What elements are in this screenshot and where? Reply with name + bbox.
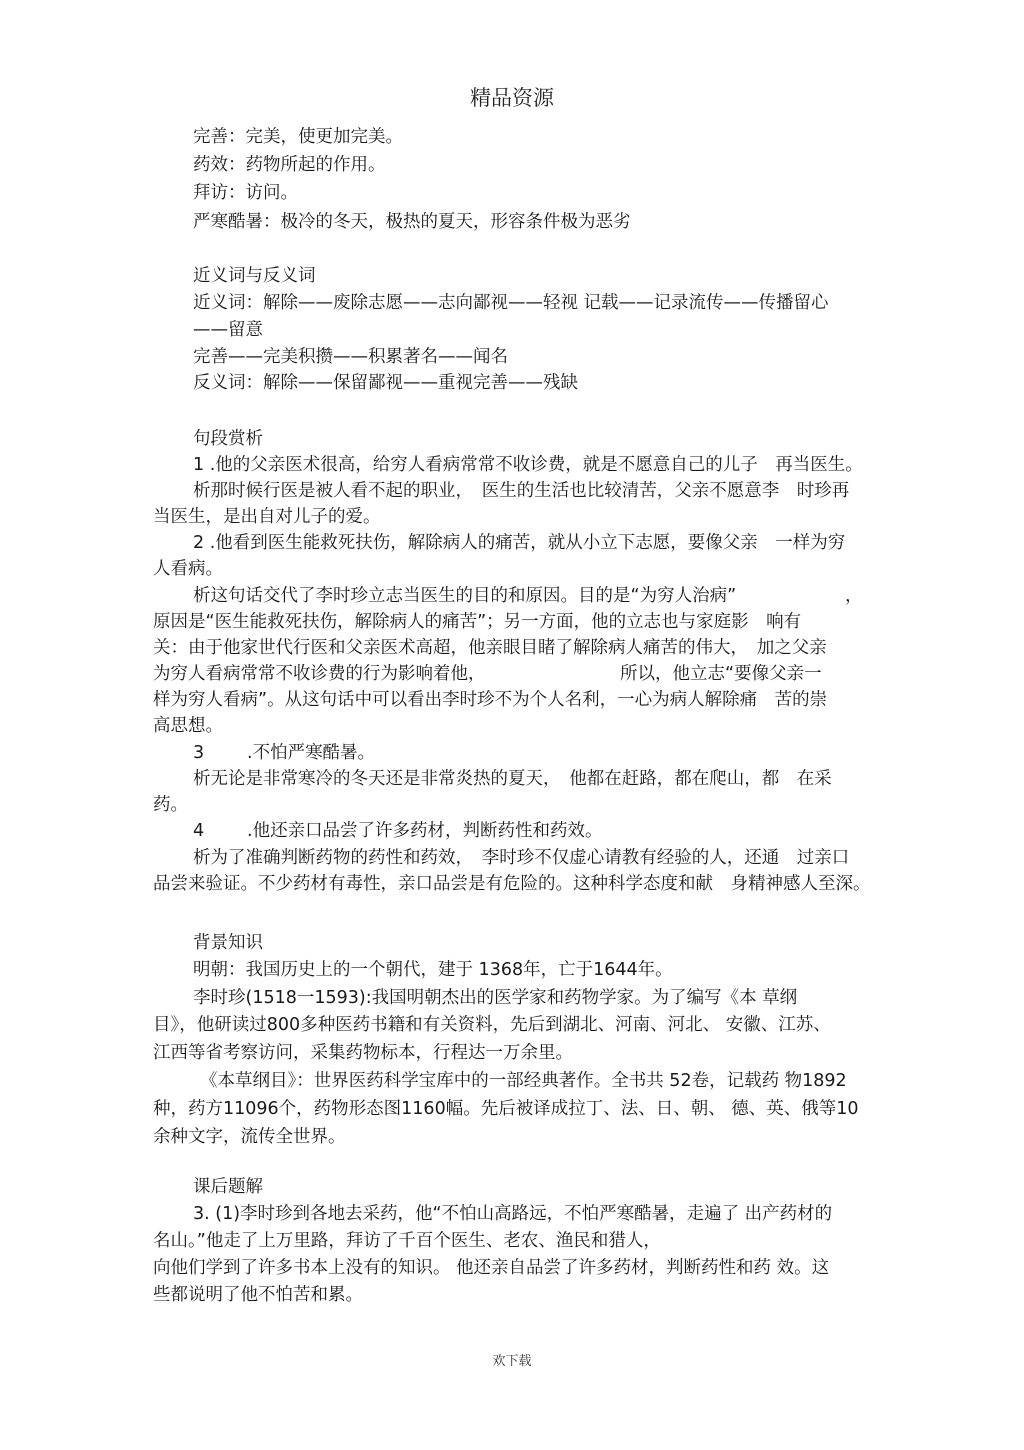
analysis-4-line-2: 品尝来验证。不少药材有毒性，亲口品尝是有危险的。这种科学态度和献 身精神感人至深。 [153, 874, 871, 894]
analysis-3-line-1: 析无论是非常寒冷的冬天还是非常炎热的夏天， 他都在赶路，都在爬山，都 在采 [193, 769, 832, 789]
background-lishizhen-line-2: 目》，他研读过800多种医药书籍和有关资料，先后到湖北、河南、河北、 安徽、江苏、 [153, 1015, 831, 1035]
analysis-2-line-5: 样为穷人看病”。从这句话中可以看出李时珍不为个人名利，一心为病人解除痛 苦的崇 [153, 690, 828, 710]
sentence-2-line-2: 人看病。 [153, 559, 223, 579]
vocab-yaoxiao: 药效：药物所起的作用。 [193, 155, 386, 175]
exercise-line-2: 名山。”他走了上万里路，拜访了千百个医生、老农、渔民和猎人， [153, 1231, 661, 1251]
section-heading-analysis: 句段赏析 [193, 429, 263, 449]
synonyms-line-3: 完善——完美积攒——积累著名——闻名 [193, 347, 508, 367]
background-lishizhen-line-1: 李时珍(1518一1593):我国明朝杰出的医学家和药物学家。为了编写《本 草纲 [193, 988, 798, 1008]
background-ming: 明朝：我国历史上的一个朝代，建于 1368年，亡于1644年。 [193, 960, 673, 980]
vocab-wanshan: 完善：完美，使更加完美。 [193, 127, 403, 147]
synonyms-line-2: ——留意 [193, 320, 263, 340]
analysis-4-line-1: 析为了准确判断药物的药性和药效， 李时珍不仅虚心请教有经验的人，还通 过亲口 [193, 848, 850, 868]
background-book-line-3: 余种文字，流传全世界。 [153, 1127, 346, 1147]
analysis-3-line-2: 药。 [153, 795, 188, 815]
background-book-line-1: 《本草纲目》：世界医药科学宝库中的一部经典著作。全书共 52卷，记载药 物1892 [200, 1071, 847, 1091]
analysis-2-line-1b: ， [845, 586, 863, 606]
synonyms-line-1: 近义词：解除——废除志愿——志向鄙视——轻视 记载——记录流传——传播留心 [193, 293, 829, 313]
section-heading-exercise: 课后题解 [193, 1177, 263, 1197]
exercise-line-4: 些都说明了他不怕苦和累。 [153, 1285, 363, 1305]
section-heading-background: 背景知识 [193, 933, 263, 953]
analysis-2-line-6: 高思想。 [153, 716, 223, 736]
page-footer: 欢下载 [492, 1354, 532, 1369]
analysis-1-line-2: 当医生，是出自对儿子的爱。 [153, 507, 381, 527]
exercise-line-1: 3. (1)李时珍到各地去采药，他“不怕山高路远，不怕严寒酷暑，走遍了 出产药材的 [193, 1204, 833, 1224]
exercise-line-3: 向他们学到了许多书本上没有的知识。 他还亲自品尝了许多药材，判断药性和药 效。这 [153, 1258, 830, 1278]
sentence-2-line-1: 2 .他看到医生能救死扶伤，解除病人的痛苦，就从小立下志愿，要像父亲 一样为穷 [193, 533, 846, 553]
sentence-4-number: 4 [193, 821, 205, 841]
analysis-2-line-2: 原因是“医生能救死扶伤，解除病人的痛苦”；另一方面，他的立志也与家庭影 响有 [153, 612, 802, 632]
analysis-2-line-1a: 析这句话交代了李时珍立志当医生的目的和原因。目的是“为穷人治病” [193, 586, 737, 606]
vocab-yanhan: 严寒酷暑：极冷的冬天，极热的夏天，形容条件极为恶劣 [193, 212, 631, 232]
analysis-2-line-4a: 为穷人看病常常不收诊费的行为影响着他， [153, 664, 486, 684]
background-lishizhen-line-3: 江西等省考察访问，采集药物标本，行程达一万余里。 [153, 1043, 573, 1063]
sentence-1: 1 .他的父亲医术很高，给穷人看病常常不收诊费，就是不愿意自己的儿子 再当医生。 [193, 455, 863, 475]
analysis-1-line-1: 析那时候行医是被人看不起的职业， 医生的生活也比较清苦，父亲不愿意李 时珍再 [193, 481, 850, 501]
page-header-title: 精品资源 [470, 86, 554, 110]
sentence-3-text: .不怕严寒酷暑。 [247, 743, 376, 763]
background-book-line-2: 种，药方11096个，药物形态图1160幅。先后被译成拉丁、法、日、朝、 德、英、俄等10 [153, 1099, 859, 1119]
vocab-baifang: 拜访：访问。 [193, 183, 298, 203]
sentence-3-number: 3 [193, 743, 205, 763]
section-heading-synonyms: 近义词与反义词 [193, 266, 316, 286]
antonyms-line: 反义词：解除——保留鄙视——重视完善——残缺 [193, 373, 578, 393]
sentence-4-text: .他还亲口品尝了许多药材，判断药性和药效。 [247, 821, 603, 841]
analysis-2-line-4b: 所以，他立志“要像父亲一 [620, 664, 822, 684]
analysis-2-line-3: 关：由于他家世代行医和父亲医术高超，他亲眼目睹了解除病人痛苦的伟大， 加之父亲 [153, 638, 827, 658]
